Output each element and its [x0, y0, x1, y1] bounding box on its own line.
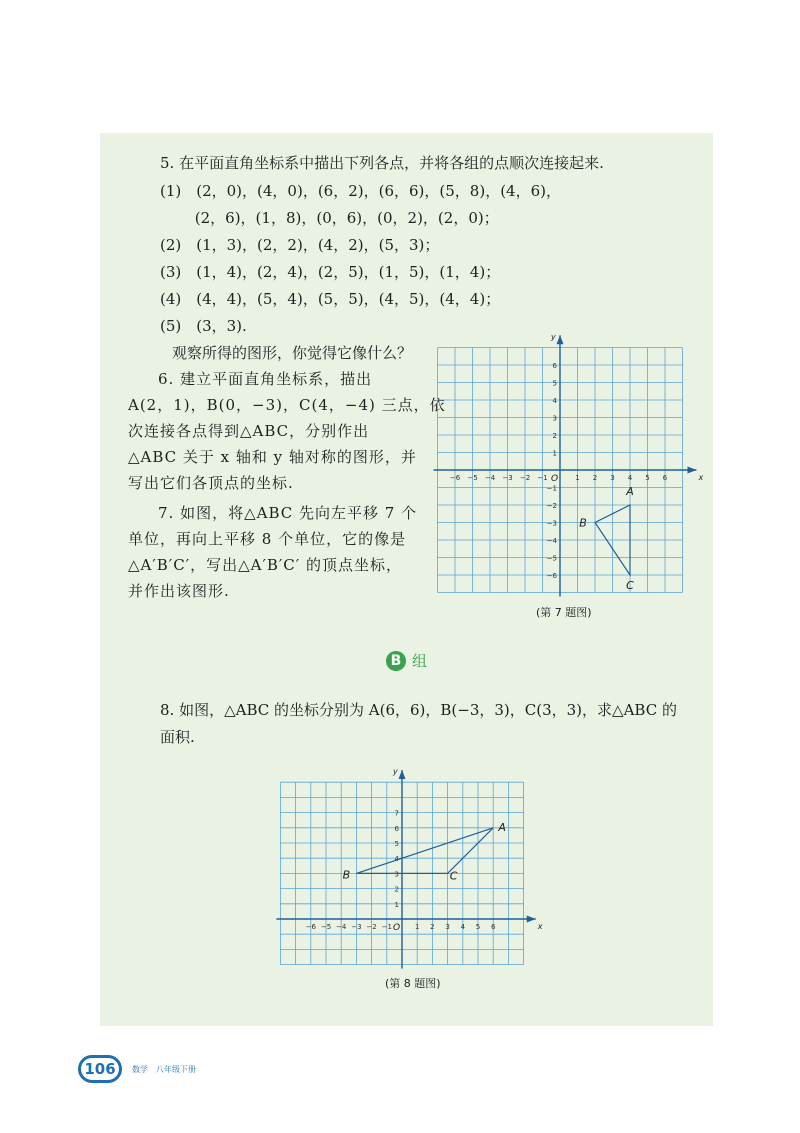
x-tick-label: 5 [645, 474, 650, 482]
y-tick-label: 3 [394, 870, 399, 879]
x-tick-label: −6 [305, 923, 316, 931]
group-b-title: 组 [412, 652, 428, 670]
x-tick-label: 4 [627, 474, 633, 482]
q8-line-2: 面积. [160, 728, 195, 746]
y-axis-label: y [393, 767, 398, 777]
x-tick-label: 2 [430, 923, 435, 931]
y-tick-label: 5 [394, 840, 399, 848]
x-tick-label: −4 [484, 474, 496, 482]
point-label-b: B [342, 868, 351, 882]
group-b-heading [386, 650, 427, 671]
y-tick-label: 4 [394, 855, 399, 864]
y-tick-label: 3 [552, 414, 557, 423]
q5-line-5: (4) (4，4)，(5，4)，(5，5)，(4，5)，(4，4)； [160, 290, 501, 308]
x-tick-label: 5 [475, 923, 481, 931]
q7-line-3: △A′B′C′，写出△A′B′C′ 的顶点坐标， [128, 556, 402, 574]
page-number: 106 [78, 1055, 122, 1083]
figure-7-coordinate-grid [430, 332, 704, 602]
y-tick-label: 1 [394, 900, 399, 909]
q5-line-4: (3) (1，4)，(2，4)，(2，5)，(1，5)，(1，4)； [160, 263, 501, 281]
y-tick-label: 2 [552, 432, 557, 440]
point-label-a: A [498, 820, 506, 834]
question-6 [128, 366, 446, 496]
q8-line-1: 8. 如图，△ABC 的坐标分别为 A(6，6)，B(−3，3)，C(3，3)，求△ABC 的 [160, 701, 677, 719]
q6-line-1: 6. 建立平面直角坐标系，描出 [158, 370, 373, 388]
y-tick-label: 4 [552, 397, 557, 405]
y-axis-label: y [551, 332, 556, 342]
book-title: 数学 八年级下册 [132, 1064, 196, 1074]
q7-line-4: 并作出该图形. [128, 582, 230, 600]
y-tick-label: −4 [546, 537, 557, 545]
x-tick-label: 6 [490, 923, 496, 931]
y-tick-label: 2 [394, 885, 399, 894]
x-tick-label: −3 [502, 474, 513, 482]
y-tick-label: −6 [546, 572, 557, 580]
page-footer [78, 1055, 196, 1083]
x-tick-label: −4 [336, 923, 347, 931]
q5-line-2: (2，6)，(1，8)，(0，6)，(0，2)，(2，0)； [160, 209, 499, 227]
q7-line-1: 7. 如图，将△ABC 先向左平移 7 个 [158, 504, 418, 522]
x-axis-arrow [527, 916, 536, 923]
q5-line-6: (5) (3，3). [160, 317, 247, 335]
x-tick-label: −5 [467, 474, 478, 482]
y-tick-label: −2 [546, 502, 557, 510]
group-b-badge: B [386, 651, 406, 671]
q7-line-2: 单位，再向上平移 8 个单位，它的像是 [128, 530, 407, 548]
x-tick-label: 4 [460, 923, 466, 931]
x-tick-label: −2 [366, 923, 377, 931]
figure-8-coordinate-grid [278, 768, 548, 968]
q6-line-2: A(2，1)，B(0，−3)，C(4，−4) 三点，依 [128, 396, 446, 414]
y-tick-label: −3 [546, 519, 557, 528]
x-tick-label: 3 [610, 474, 615, 482]
figure-8-caption: (第 8 题图) [385, 977, 441, 990]
y-tick-label: 5 [552, 379, 557, 388]
y-tick-label: 6 [394, 824, 399, 833]
x-axis-label: x [537, 922, 543, 931]
x-tick-label: −2 [519, 474, 531, 482]
q5-question: 观察所得的图形，你觉得它像什么？ [172, 344, 413, 362]
q5-line-3: (2) (1，3)，(2，2)，(4，2)，(5，3)； [160, 236, 440, 254]
x-tick-label: 3 [445, 923, 450, 931]
y-tick-label: −5 [546, 554, 557, 563]
y-axis-arrow [399, 770, 406, 779]
x-tick-label: −1 [537, 474, 548, 482]
y-tick-label: 1 [552, 449, 557, 458]
figure-7-caption: (第 7 题图) [536, 606, 592, 619]
question-7 [128, 500, 417, 604]
point-label-c: C [626, 579, 634, 592]
y-tick-label: 6 [552, 362, 557, 370]
q6-line-3: 次连接各点得到△ABC，分别作出 [128, 422, 370, 440]
triangle-abc [356, 828, 493, 874]
point-label-b: B [579, 516, 587, 530]
x-tick-label: −3 [351, 923, 362, 931]
q5-heading: 5. 在平面直角坐标系中描出下列各点，并将各组的点顺次连接起来. [160, 154, 604, 172]
q6-line-5: 写出它们各顶点的坐标. [128, 474, 294, 492]
origin-label: O [551, 474, 559, 484]
x-tick-label: −6 [449, 474, 461, 482]
q6-line-4: △ABC 关于 x 轴和 y 轴对称的图形，并 [128, 448, 417, 466]
x-tick-label: 1 [575, 474, 580, 482]
x-tick-label: 6 [662, 474, 668, 482]
x-tick-label: 2 [592, 474, 598, 482]
y-tick-label: −1 [546, 484, 557, 493]
origin-label: O [393, 923, 401, 933]
point-label-a: A [626, 485, 634, 498]
y-tick-label: 7 [394, 809, 399, 818]
x-tick-label: −5 [320, 923, 332, 931]
y-axis-arrow [557, 335, 564, 344]
x-axis-label: x [698, 473, 704, 482]
x-axis-arrow [688, 467, 697, 474]
x-tick-label: −1 [381, 923, 392, 931]
q5-line-1: (1) (2，0)，(4，0)，(6，2)，(6，6)，(5，8)，(4，6)， [160, 182, 561, 200]
point-label-c: C [449, 869, 458, 883]
x-tick-label: 1 [414, 923, 420, 931]
